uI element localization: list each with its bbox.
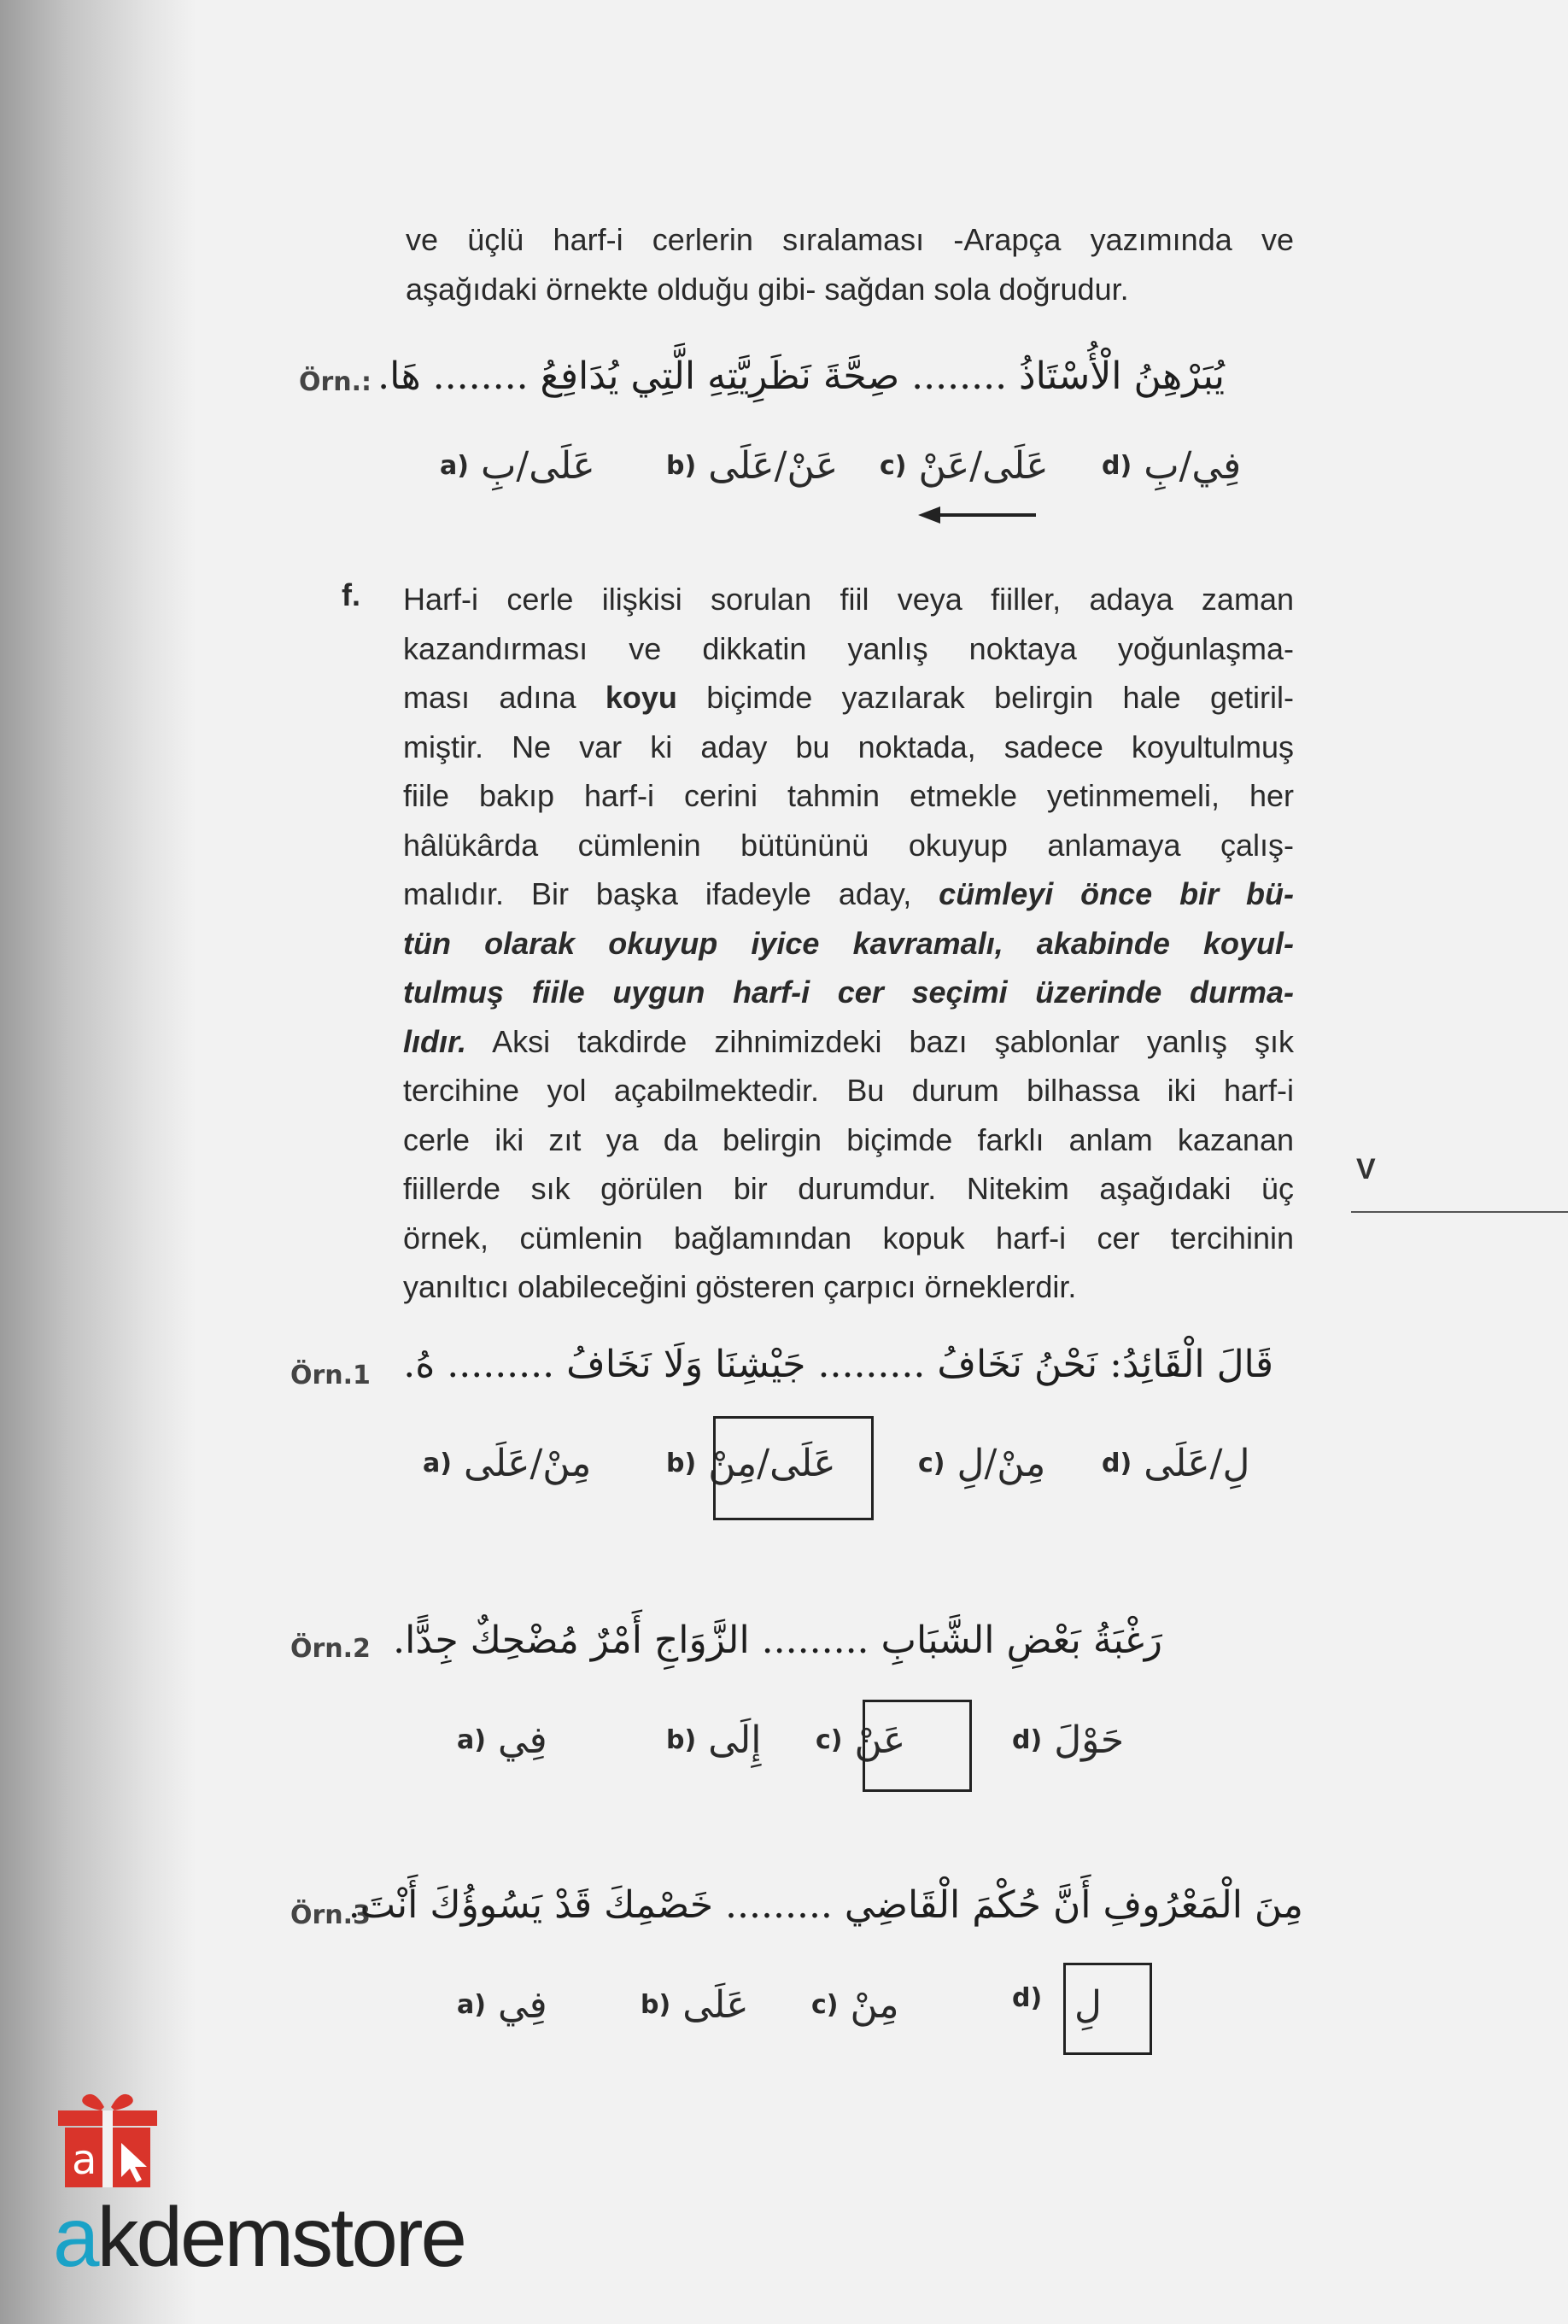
section-f-paragraph	[403, 575, 1294, 1312]
text-run: tün olarak okuyup iyice kavramalı, akabinde koyul-	[403, 925, 1294, 961]
intro-line: aşağıdaki örnekte olduğu gibi- sağdan sola doğrudur.	[406, 271, 1129, 307]
store-logo-text: akdemstore	[53, 2190, 465, 2284]
option-c: c) مِنْ	[811, 1983, 899, 2027]
option-d: d) لِ/عَلَى	[1102, 1442, 1250, 1485]
text-run: Aksi takdirde zihnimizdeki bazı şablonlar yanlış şık	[466, 1023, 1294, 1059]
text-run: tulmuş fiile uygun harf-i cer seçimi üzerinde durma-	[403, 975, 1294, 1010]
answer-box	[863, 1700, 972, 1792]
text-run: fiile bakıp harf-i cerini tahmin etmekle yetinmemeli, her	[403, 778, 1294, 813]
option-c: c) عَلَى/عَنْ	[880, 444, 1049, 488]
example-sentence: رَغْبَةُ بَعْضِ الشَّبَابِ ......... الزَّوَاجِ أَمْرٌ مُضْحِكٌ جِدًّا.	[393, 1619, 1162, 1662]
text-run: örnek, cümlenin bağlamından kopuk harf-i cer tercihinin	[403, 1220, 1294, 1256]
paragraph-line	[403, 968, 1294, 1017]
paragraph-line	[403, 1017, 1294, 1067]
text-run: cümleyi önce bir bü-	[939, 876, 1294, 911]
text-run: hâlükârda cümlenin bütününü okuyup anlamaya çalış-	[403, 827, 1294, 863]
text-run: miştir. Ne var ki aday bu noktada, sadece koyultulmuş	[403, 729, 1294, 764]
text-run: biçimde yazılarak belirgin hale getiril-	[676, 680, 1295, 715]
paragraph-line	[403, 1115, 1294, 1165]
example-sentence: يُبَرْهِنُ الْأُسْتَاذُ ........ صِحَّةَ نَظَرِيَّتِهِ الَّتِي يُدَافِعُ ........ هَا.	[377, 354, 1225, 398]
paragraph-line	[403, 821, 1294, 870]
option-b: b) إِلَى	[666, 1718, 762, 1762]
option-d-arabic: لِ	[1074, 1983, 1102, 2027]
paragraph-line	[403, 673, 1294, 723]
paragraph-line	[403, 575, 1294, 624]
example-label: Örn.3	[290, 1900, 371, 1930]
paragraph-line	[403, 1066, 1294, 1115]
option-a: a) فِي	[457, 1718, 547, 1762]
option-b: b) عَلَى	[641, 1983, 749, 2027]
text-run: malıdır. Bir başka ifadeyle aday,	[403, 876, 939, 911]
left-arrow-icon	[918, 502, 1038, 528]
option-a: a) عَلَى/بِ	[440, 444, 595, 488]
text-run: kazandırması ve dikkatin yanlış noktaya yoğunlaşma-	[403, 630, 1294, 666]
paragraph-line	[403, 1214, 1294, 1263]
section-marker: f.	[342, 577, 360, 612]
page-edge-line	[1351, 1211, 1568, 1213]
text-run: tercihine yol açabilmektedir. Bu durum bilhassa iki harf-i	[403, 1073, 1294, 1108]
example-sentence: قَالَ الْقَائِدُ: نَحْنُ نَخَافُ ......... جَيْشِنَا وَلَا نَخَافُ ......... هُ.	[403, 1343, 1273, 1386]
example-label: Örn.1	[290, 1361, 371, 1390]
option-d: d)	[1012, 1983, 1043, 2013]
text-run: yanıltıcı olabileceğini gösteren çarpıcı örneklerdir.	[403, 1269, 1077, 1304]
gift-box-logo-icon	[53, 2088, 207, 2191]
option-d: d) فِي/بِ	[1102, 444, 1242, 488]
text-run: koyu	[605, 680, 677, 715]
option-b: b) عَنْ/عَلَى	[666, 444, 839, 488]
text-run: ması adına	[403, 680, 606, 715]
intro-paragraph	[406, 215, 1294, 313]
paragraph-line	[403, 1262, 1294, 1312]
paragraph-line	[403, 771, 1294, 821]
example-sentence: مِنَ الْمَعْرُوفِ أَنَّ حُكْمَ الْقَاضِي ......... خَصْمِكَ قَدْ يَسُوؤُكَ أَنْتَ.	[348, 1883, 1303, 1927]
answer-box	[713, 1416, 874, 1520]
option-d: d) حَوْلَ	[1012, 1718, 1125, 1762]
text-run: cerle iki zıt ya da belirgin biçimde farklı anlam kazanan	[403, 1121, 1294, 1157]
text-run: fiillerde sık görülen bir durumdur. Nitekim aşağıdaki üç	[403, 1171, 1294, 1206]
option-c: c) مِنْ/لِ	[918, 1442, 1046, 1485]
option-c: c) عَنْ	[816, 1718, 906, 1762]
paragraph-line	[403, 1164, 1294, 1214]
option-b: b) عَلَى/مِنْ	[666, 1442, 836, 1485]
svg-text:a: a	[72, 2136, 97, 2184]
paragraph-line	[403, 624, 1294, 674]
text-run: Harf-i cerle ilişkisi sorulan fiil veya fiiller, adaya zaman	[403, 582, 1294, 617]
paragraph-line	[403, 919, 1294, 969]
option-a: a) مِنْ/عَلَى	[423, 1442, 592, 1485]
page-marker: V	[1356, 1153, 1376, 1185]
intro-line: ve üçlü harf-i cerlerin sıralaması -Arapça yazımında ve	[406, 222, 1294, 257]
text-run: lıdır.	[403, 1023, 467, 1059]
book-gutter-shadow	[0, 0, 196, 2324]
example-label: Örn.2	[290, 1634, 371, 1664]
option-a: a) فِي	[457, 1983, 547, 2027]
example-label: Örn.:	[299, 367, 372, 397]
paragraph-line	[403, 869, 1294, 919]
paragraph-line	[403, 723, 1294, 772]
